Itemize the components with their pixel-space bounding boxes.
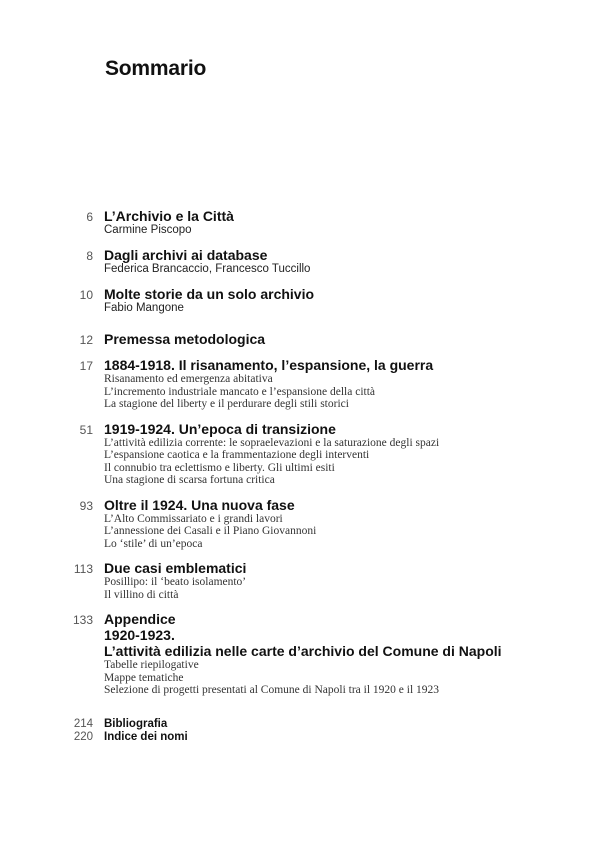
toc-entry xyxy=(0,497,600,551)
toc-page-number: 133 xyxy=(72,613,93,627)
toc-entry-title: Molte storie da un solo archivio xyxy=(104,286,315,302)
toc-entry xyxy=(0,247,600,276)
toc-page-number: 93 xyxy=(79,498,93,513)
toc-subentry: L’attività edilizia corrente: le sopraelevazioni e la saturazione degli spazi xyxy=(104,436,440,449)
toc-entry-author: Carmine Piscopo xyxy=(104,224,192,236)
toc-entry-title: 1919-1924. Un’epoca di transizione xyxy=(104,420,336,437)
toc-entry xyxy=(0,357,600,411)
toc-subentry: Il connubio tra eclettismo e liberty. Gli ultimi esiti xyxy=(104,461,335,474)
toc-entry-title: L’Archivio e la Città xyxy=(104,208,234,224)
toc-page-number: 214 xyxy=(73,718,93,730)
toc-page-number: 17 xyxy=(79,359,93,373)
toc-subentry: Posillipo: il ‘beato isolamento’ xyxy=(104,576,247,588)
toc-entry-author: Fabio Mangone xyxy=(104,302,184,314)
toc-subentry: Mappe tematiche xyxy=(104,671,184,684)
toc-subentry: L’annessione dei Casali e il Piano Giovannoni xyxy=(104,525,317,537)
toc-entry-title: Appendice xyxy=(104,611,176,627)
back-matter-entry xyxy=(0,718,600,731)
toc-page-number: 220 xyxy=(73,731,93,743)
toc-entry-title: Dagli archivi ai database xyxy=(104,247,268,263)
toc-page-number: 10 xyxy=(79,288,93,302)
toc-entry-title: 1884-1918. Il risanamento, l’espansione, la guerra xyxy=(104,357,434,373)
toc-subentry: Risanamento ed emergenza abitativa xyxy=(104,373,273,385)
back-matter xyxy=(0,718,600,744)
toc-subentry: Il villino di città xyxy=(104,588,179,601)
toc-page-number: 6 xyxy=(86,210,93,224)
toc-page-number: 51 xyxy=(79,422,93,437)
toc-entry xyxy=(0,331,600,347)
toc-entry xyxy=(0,560,600,601)
table-of-contents xyxy=(0,208,600,707)
toc-page-number: 113 xyxy=(73,562,93,576)
toc-subentry: L’espansione caotica e la frammentazione degli interventi xyxy=(104,449,370,461)
toc-entry-title-line-3: L’attività edilizia nelle carte d’archivio del Comune di Napoli xyxy=(104,643,502,659)
toc-page-number: 12 xyxy=(79,333,93,347)
toc-entry-title: Due casi emblematici xyxy=(104,560,247,576)
toc-subentry: Tabelle riepilogative xyxy=(104,659,199,671)
toc-entry xyxy=(0,286,600,315)
toc-entry-title: Premessa metodologica xyxy=(104,331,266,347)
toc-subentry: L’incremento industriale mancato e l’espansione della città xyxy=(104,385,376,398)
toc-entry xyxy=(0,421,600,487)
back-matter-title: Indice dei nomi xyxy=(104,731,188,743)
toc-entry xyxy=(0,611,600,697)
toc-page-number: 8 xyxy=(86,249,93,263)
toc-entry-title-line-2: 1920-1923. xyxy=(104,627,175,643)
page-title: Sommario xyxy=(105,57,207,80)
toc-subentry: La stagione del liberty e il perdurare degli stili storici xyxy=(104,398,349,410)
toc-subentry: Selezione di progetti presentati al Comune di Napoli tra il 1920 e il 1923 xyxy=(104,684,440,696)
back-matter-entry xyxy=(0,731,600,744)
toc-entry-author: Federica Brancaccio, Francesco Tuccillo xyxy=(104,263,311,275)
toc-subentry: L’Alto Commissariato e i grandi lavori xyxy=(104,512,283,525)
toc-subentry: Una stagione di scarsa fortuna critica xyxy=(104,474,275,486)
toc-entry xyxy=(0,208,600,237)
toc-entry-title: Oltre il 1924. Una nuova fase xyxy=(104,496,295,513)
toc-subentry: Lo ‘stile’ di un’epoca xyxy=(104,537,203,550)
back-matter-title: Bibliografia xyxy=(104,718,168,730)
